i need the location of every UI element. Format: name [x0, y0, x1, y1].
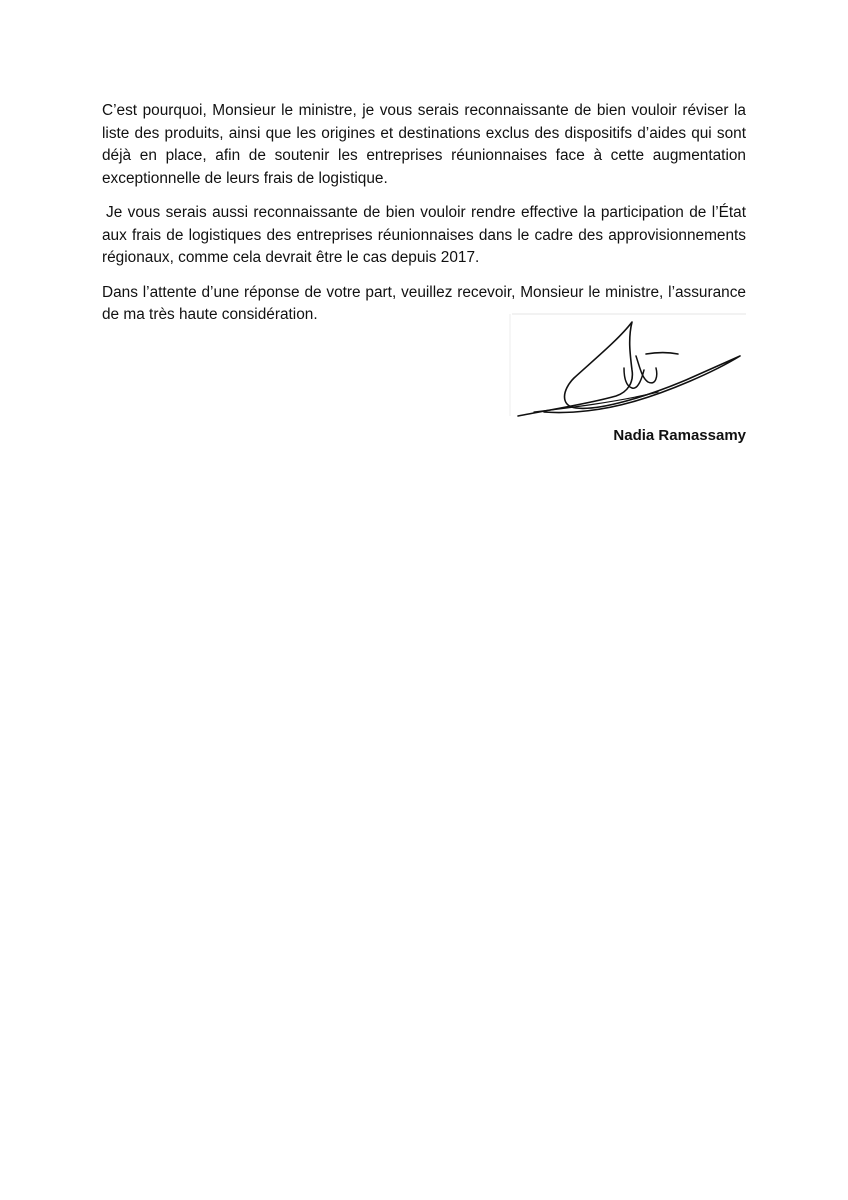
paragraph-request-revision: C’est pourquoi, Monsieur le ministre, je vous serais reconnaissante de bien vouloir réviser la liste des produits, ainsi que les origines et destinations exclus des dispositifs d’aides qui sont déjà en place, afin de soutenir les entreprises réunionnaises face à cette augmentation exceptionnelle de leurs frais de logistique.	[102, 102, 746, 187]
paragraph-state-participation: Je vous serais aussi reconnaissante de bien vouloir rendre effective la participation de l’État aux frais de logistiques des entreprises réunionnaises dans le cadre des approvisionnements régionaux, comme cela devrait être le cas depuis 2017.	[102, 204, 746, 266]
letter-body	[102, 100, 746, 339]
handwritten-signature	[508, 312, 748, 424]
paragraph-closing: Dans l’attente d’une réponse de votre part, veuillez recevoir, Monsieur le ministre, l’assurance de ma très haute considération.	[102, 283, 746, 323]
signer-name: Nadia Ramassamy	[613, 427, 746, 444]
